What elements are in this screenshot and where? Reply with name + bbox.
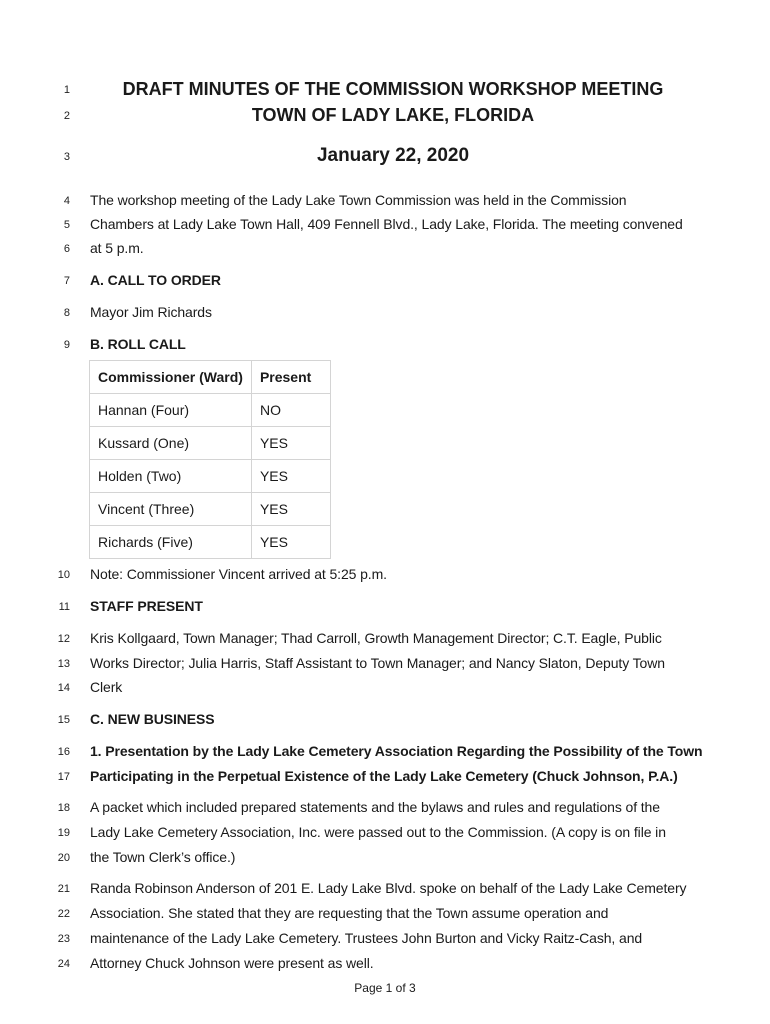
line-number: 9 xyxy=(63,339,70,351)
intro-line: at 5 p.m. xyxy=(90,240,144,256)
line-number: 21 xyxy=(57,883,70,895)
item-1-paragraph-1-line: the Town Clerk’s office.) xyxy=(90,849,236,865)
roll-call-heading: B. ROLL CALL xyxy=(90,336,186,352)
line-number: 13 xyxy=(57,658,70,670)
item-1-paragraph-2-line: Randa Robinson Anderson of 201 E. Lady Lake Blvd. spoke on behalf of the Lady Lake Cemetery xyxy=(90,880,687,896)
staff-line: Clerk xyxy=(90,679,123,695)
line-number: 3 xyxy=(63,151,70,163)
page-footer: Page 1 of 3 xyxy=(354,981,416,995)
present-cell: YES xyxy=(251,493,330,526)
staff-line: Works Director; Julia Harris, Staff Assistant to Town Manager; and Nancy Slaton, Deputy Town xyxy=(90,655,665,671)
staff-present-heading: STAFF PRESENT xyxy=(90,598,203,614)
present-cell: YES xyxy=(251,427,330,460)
document-title-line-1: DRAFT MINUTES OF THE COMMISSION WORKSHOP MEETING xyxy=(122,79,664,99)
line-number: 5 xyxy=(63,219,70,231)
line-number: 17 xyxy=(57,771,70,783)
item-1-paragraph-2-line: Association. She stated that they are requesting that the Town assume operation and xyxy=(90,905,609,921)
commissioner-cell: Kussard (One) xyxy=(90,427,252,460)
commissioner-cell: Hannan (Four) xyxy=(90,394,252,427)
arrival-note: Note: Commissioner Vincent arrived at 5:25 p.m. xyxy=(90,566,387,582)
meeting-date: January 22, 2020 xyxy=(316,145,470,166)
commissioner-cell: Vincent (Three) xyxy=(90,493,252,526)
line-number: 12 xyxy=(57,633,70,645)
table-row xyxy=(90,460,331,493)
table-row xyxy=(90,526,331,559)
call-to-order-heading: A. CALL TO ORDER xyxy=(90,272,221,288)
line-number: 18 xyxy=(57,802,70,814)
line-number: 20 xyxy=(57,852,70,864)
column-header-commissioner: Commissioner (Ward) xyxy=(90,361,252,394)
line-number: 14 xyxy=(57,682,70,694)
call-to-order-text: Mayor Jim Richards xyxy=(90,304,212,320)
item-1-heading-line: Participating in the Perpetual Existence of the Lady Lake Cemetery (Chuck Johnson, P.A.) xyxy=(90,768,678,784)
line-number: 19 xyxy=(57,827,70,839)
table-row xyxy=(90,394,331,427)
item-1-paragraph-2-line: Attorney Chuck Johnson were present as well. xyxy=(90,955,374,971)
line-number: 24 xyxy=(57,958,70,970)
line-number: 7 xyxy=(63,275,70,287)
item-1-paragraph-2-line: maintenance of the Lady Lake Cemetery. Trustees John Burton and Vicky Raitz-Cash, and xyxy=(90,930,643,946)
column-header-present: Present xyxy=(251,361,330,394)
item-1-paragraph-1-line: Lady Lake Cemetery Association, Inc. were passed out to the Commission. (A copy is on file in xyxy=(90,824,666,840)
line-number: 1 xyxy=(63,84,70,96)
line-number: 10 xyxy=(57,569,70,581)
roll-call-table xyxy=(89,360,331,559)
commissioner-cell: Holden (Two) xyxy=(90,460,252,493)
item-1-heading-line: 1. Presentation by the Lady Lake Cemetery Association Regarding the Possibility of the Town xyxy=(90,743,703,759)
item-1-paragraph-1-line: A packet which included prepared statements and the bylaws and rules and regulations of the xyxy=(90,799,660,815)
present-cell: YES xyxy=(251,460,330,493)
line-number: 8 xyxy=(63,307,70,319)
present-cell: NO xyxy=(251,394,330,427)
line-number: 6 xyxy=(63,243,70,255)
intro-line: The workshop meeting of the Lady Lake Town Commission was held in the Commission xyxy=(90,192,627,208)
staff-line: Kris Kollgaard, Town Manager; Thad Carroll, Growth Management Director; C.T. Eagle, Public xyxy=(90,630,662,646)
present-cell: YES xyxy=(251,526,330,559)
line-number: 11 xyxy=(58,601,70,613)
table-row xyxy=(90,493,331,526)
table-row xyxy=(90,427,331,460)
line-number: 2 xyxy=(63,110,70,122)
table-header-row xyxy=(90,361,331,394)
line-number: 23 xyxy=(57,933,70,945)
line-number: 15 xyxy=(57,714,70,726)
document-title-line-2: TOWN OF LADY LAKE, FLORIDA xyxy=(251,105,535,125)
line-number: 4 xyxy=(63,195,70,207)
commissioner-cell: Richards (Five) xyxy=(90,526,252,559)
line-number: 16 xyxy=(57,746,70,758)
line-number: 22 xyxy=(57,908,70,920)
new-business-heading: C. NEW BUSINESS xyxy=(90,711,215,727)
intro-line: Chambers at Lady Lake Town Hall, 409 Fennell Blvd., Lady Lake, Florida. The meeting convened xyxy=(90,216,683,232)
